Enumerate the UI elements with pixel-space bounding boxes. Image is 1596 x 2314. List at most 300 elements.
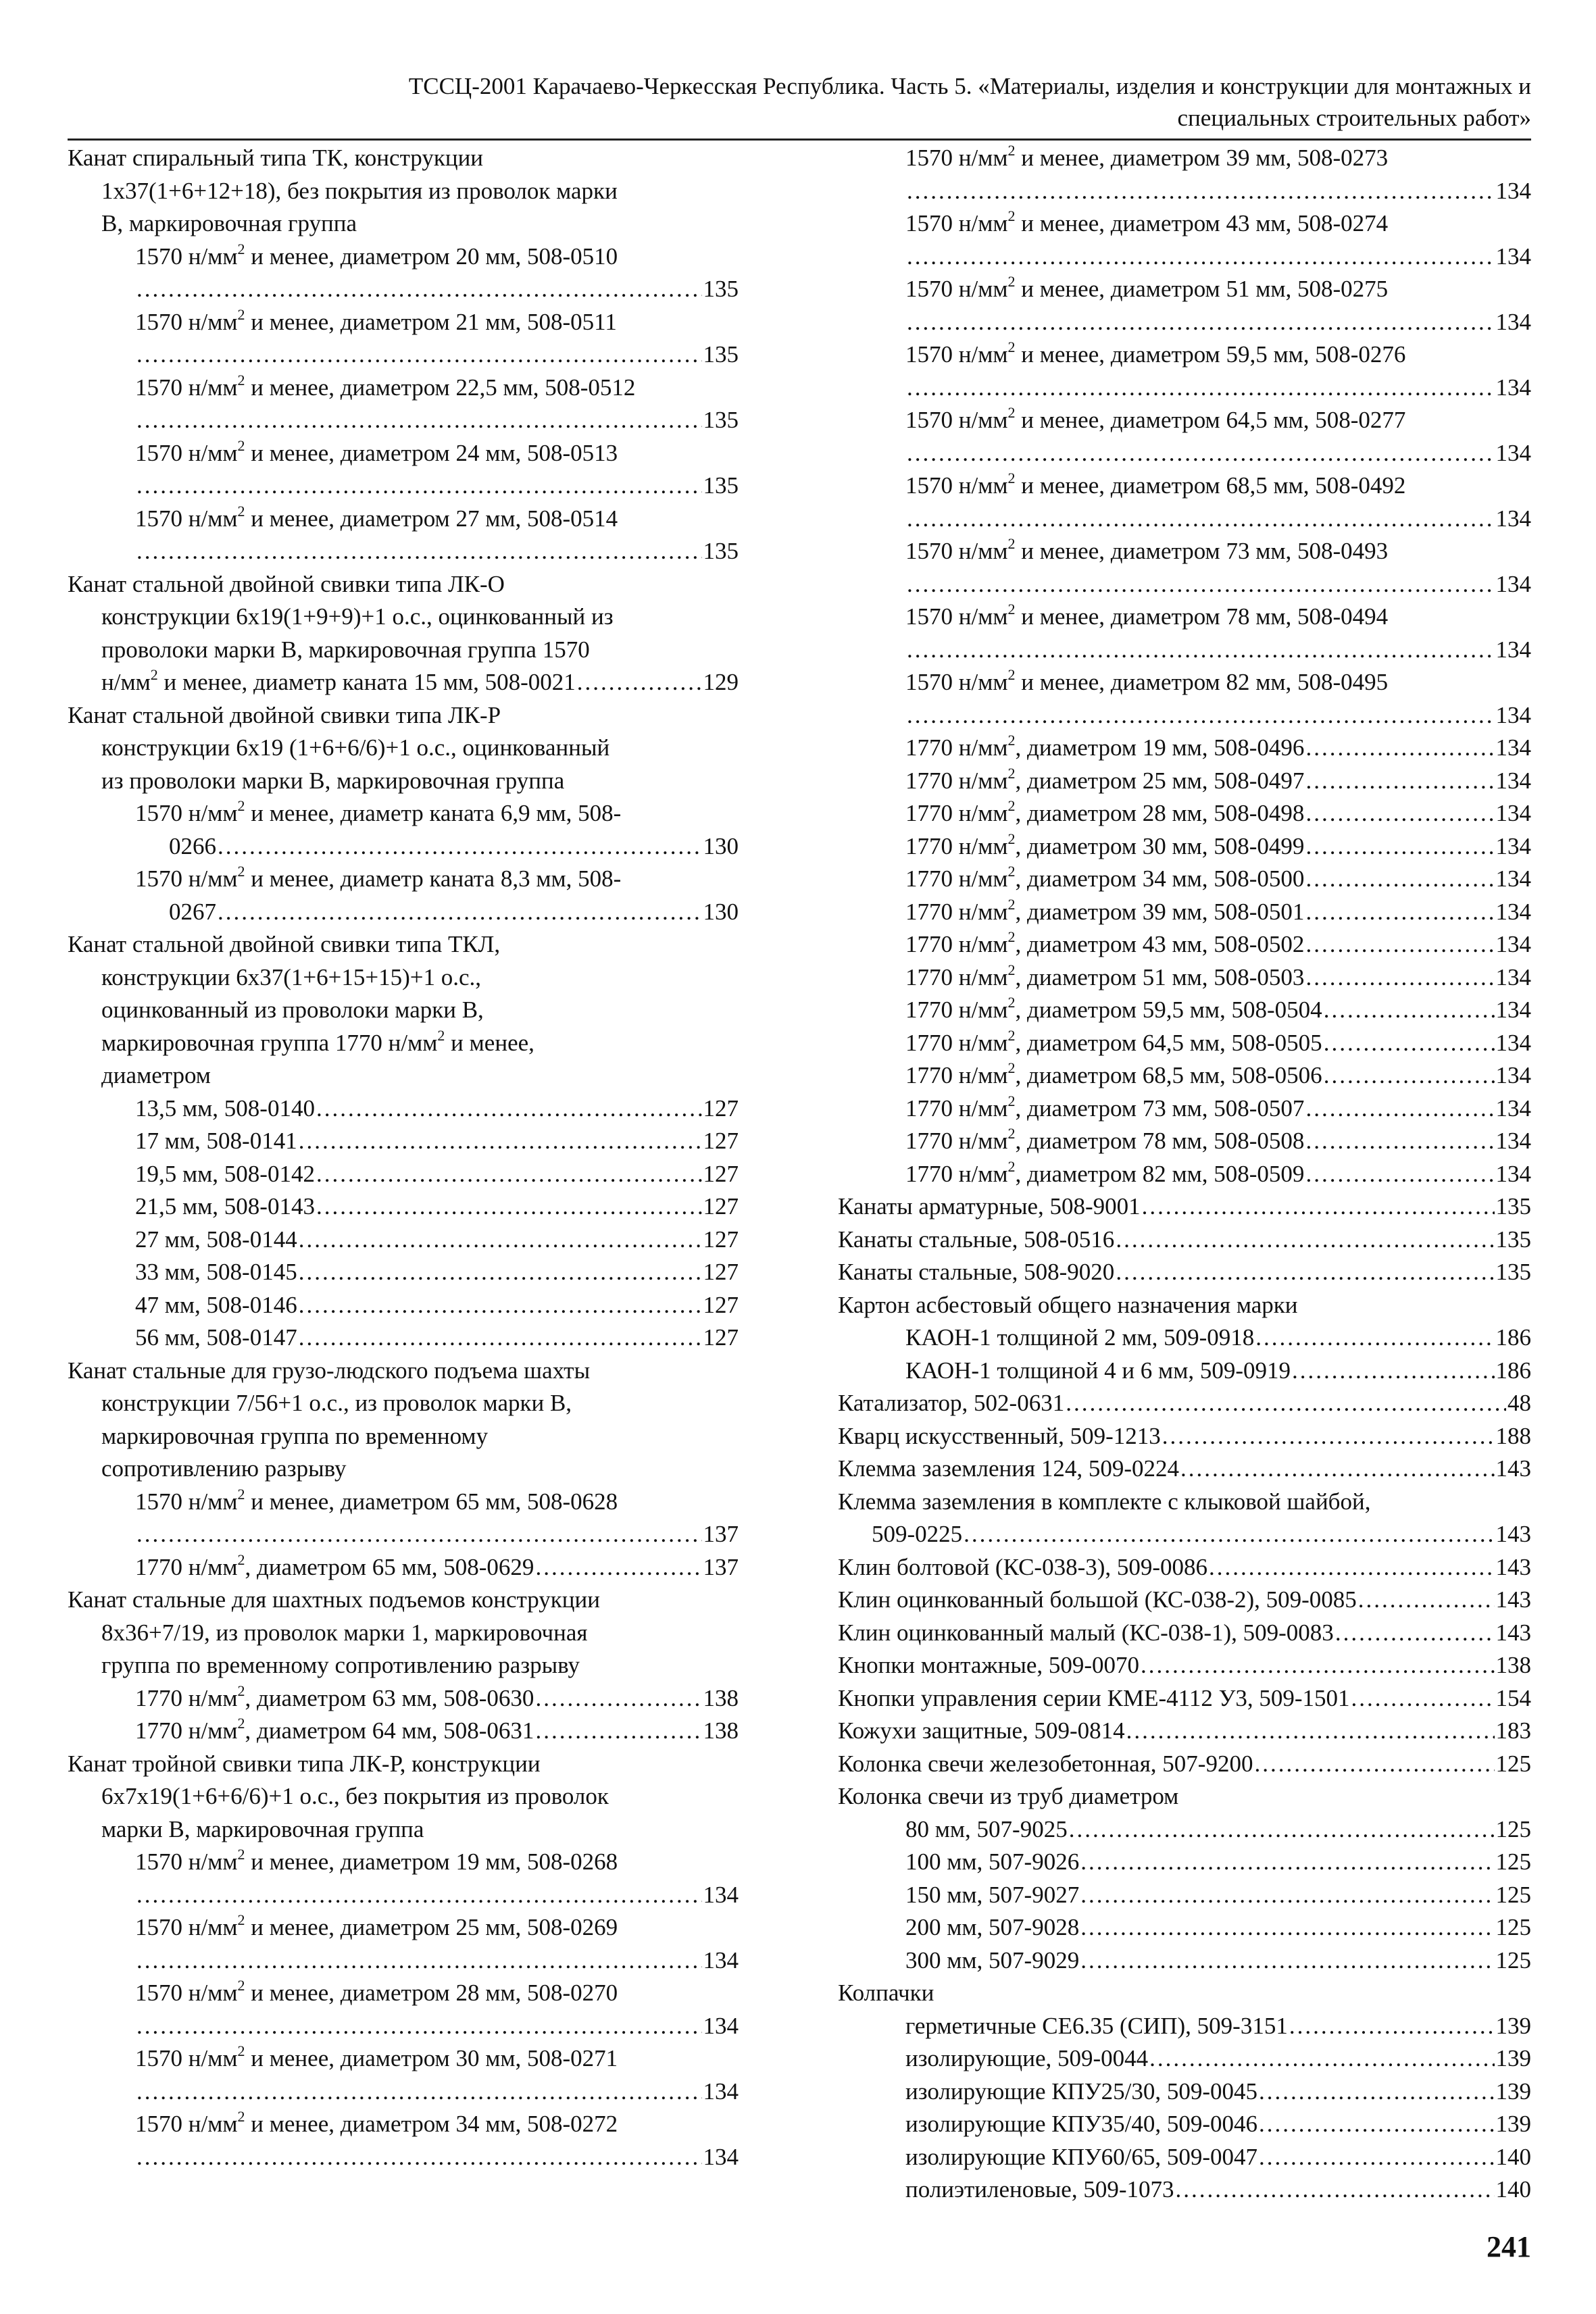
index-line (68, 1092, 739, 1126)
index-line (68, 1944, 739, 1978)
index-page-ref: 143 (1495, 1619, 1531, 1646)
dot-leader (1305, 797, 1494, 830)
index-page-ref: 134 (1495, 243, 1531, 270)
index-page-ref: 134 (1495, 374, 1531, 401)
index-line (68, 1682, 739, 1715)
index-entry-text: 80 мм, 507-9025 (905, 1815, 1068, 1842)
index-line (838, 666, 1531, 699)
index-page-ref: 137 (703, 1521, 739, 1547)
index-entry-text: 509-0225 (872, 1521, 963, 1547)
index-entry-text: Канаты арматурные, 508-9001 (838, 1193, 1141, 1219)
index-line (838, 1617, 1531, 1650)
index-page-ref: 134 (1495, 767, 1531, 794)
dot-leader (1255, 1322, 1494, 1355)
index-line (68, 535, 739, 568)
dot-leader (1259, 2108, 1494, 2141)
index-line (838, 535, 1531, 568)
index-entry-text: изолирующие КПУ60/65, 509-0047 (905, 2143, 1258, 2170)
index-entry-text: Кнопки управления серии КМЕ-4112 У3, 509-1501 (838, 1684, 1350, 1711)
index-line (68, 142, 739, 175)
index-page-ref: 134 (1495, 898, 1531, 925)
index-line (68, 1453, 739, 1486)
index-line (838, 241, 1531, 274)
index-page-ref: 186 (1495, 1357, 1531, 1384)
index-entry-text: 13,5 мм, 508-0140 (135, 1095, 315, 1122)
running-header-line-1: ТССЦ-2001 Карачаево-Черкесская Республика. Часть 5. «Материалы, изделия и конструкции для монтажных и (408, 73, 1531, 99)
index-page-ref: 134 (703, 2143, 739, 2170)
running-header (68, 70, 1531, 134)
dot-leader (136, 2010, 702, 2043)
index-line (838, 1158, 1531, 1191)
index-entry-text: 1570 $н/мм^2$ и менее, диаметром 27 мм, 508-0514 (135, 502, 618, 532)
index-line (838, 372, 1531, 405)
index-page-ref: 127 (703, 1128, 739, 1154)
index-entry-text: 1570 $н/мм^2$ и менее, диаметром 28 мм, 508-0270 (135, 1977, 618, 2006)
index-entry-text: 1770 $н/мм^2$, диаметром 43 мм, 508-0502 (905, 928, 1305, 957)
dot-leader (136, 404, 702, 437)
index-line (838, 2173, 1531, 2207)
index-page-ref: 134 (703, 2078, 739, 2105)
index-line (838, 2076, 1531, 2109)
index-line (68, 1158, 739, 1191)
index-line (68, 1355, 739, 1388)
index-line (838, 568, 1531, 601)
dot-leader (1305, 863, 1494, 896)
index-page-ref: 134 (1495, 439, 1531, 466)
index-page-ref: 139 (1495, 2111, 1531, 2137)
index-entry-text: Канат стальной двойной свивки типа ЛК-Р (68, 701, 501, 728)
index-line (838, 1387, 1531, 1420)
index-line (68, 1617, 739, 1650)
dot-leader (1180, 1453, 1494, 1486)
dot-leader (136, 470, 702, 503)
index-entry-text: Картон асбестовый общего назначения марки (838, 1291, 1298, 1318)
index-line (838, 404, 1531, 437)
index-entry-text: Канат стальной двойной свивки типа ЛК-О (68, 570, 505, 597)
index-entry-text: конструкции 6х19(1+9+9)+1 о.с., оцинкованный из (101, 603, 614, 630)
index-line (68, 404, 739, 437)
index-page-ref: 134 (1495, 1128, 1531, 1154)
index-line (68, 273, 739, 306)
index-line (68, 1486, 739, 1519)
index-entry-text: 100 мм, 507-9026 (905, 1848, 1080, 1875)
index-line (68, 961, 739, 995)
index-entry-text: 1570 $н/мм^2$ и менее, диаметром 19 мм, 508-0268 (135, 1846, 618, 1875)
index-column-left (68, 142, 739, 2173)
index-page-ref: 125 (1495, 1750, 1531, 1777)
index-entry-text: 1770 $н/мм^2$, диаметром 51 мм, 508-0503 (905, 961, 1305, 990)
index-line (68, 1911, 739, 1944)
index-line (68, 2108, 739, 2141)
index-page-ref: 134 (1495, 800, 1531, 826)
dot-leader (907, 503, 1495, 536)
index-line (68, 666, 739, 699)
index-line (68, 1224, 739, 1257)
dot-leader (1358, 1584, 1495, 1617)
dot-leader (1305, 928, 1494, 961)
index-entry-text: 21,5 мм, 508-0143 (135, 1193, 315, 1219)
index-entry-text: 1570 $н/мм^2$ и менее, диаметром 78 мм, 508-0494 (905, 601, 1389, 630)
index-line (838, 1486, 1531, 1519)
dot-leader (1116, 1256, 1494, 1289)
index-line (838, 1027, 1531, 1060)
index-entry-text: Канат спиральный типа ТК, конструкции (68, 145, 484, 171)
index-line (838, 2042, 1531, 2076)
dot-leader (1149, 2042, 1494, 2076)
index-entry-text: 1570 $н/мм^2$ и менее, диаметром 51 мм, 508-0275 (905, 273, 1389, 302)
index-page-ref: 129 (703, 669, 739, 695)
index-line (68, 2010, 739, 2043)
index-entry-text: диаметром (101, 1062, 211, 1088)
dot-leader (907, 634, 1495, 667)
index-entry-text: 1770 $н/мм^2$, диаметром 63 мм, 508-0630 (135, 1682, 534, 1711)
dot-leader (1080, 1846, 1494, 1879)
dot-leader (299, 1224, 702, 1257)
dot-leader (299, 1125, 702, 1158)
dot-leader (136, 338, 702, 372)
index-entry-text: 1570 $н/мм^2$ и менее, диаметром 21 мм, 508-0511 (135, 305, 617, 335)
index-line (838, 1584, 1531, 1617)
dot-leader (535, 1682, 701, 1715)
dot-leader (299, 1256, 702, 1289)
index-page-ref: 134 (1495, 570, 1531, 597)
index-page-ref: 135 (1495, 1259, 1531, 1285)
dot-leader (1080, 1879, 1494, 1912)
index-entry-text: 1570 $н/мм^2$ и менее, диаметр каната 6,9 мм, 508- (135, 797, 622, 826)
index-page-ref: 125 (1495, 1848, 1531, 1875)
index-line (838, 1289, 1531, 1322)
dot-leader (136, 1518, 702, 1551)
dot-leader (1305, 1125, 1494, 1158)
index-page-ref: 135 (703, 538, 739, 564)
dot-leader (1305, 1092, 1494, 1126)
index-entry-text: герметичные СЕ6.35 (СИП), 509-3151 (905, 2012, 1288, 2039)
index-line (838, 142, 1531, 175)
index-entry-text: Кнопки монтажные, 509-0070 (838, 1652, 1140, 1678)
index-line (68, 863, 739, 896)
index-entry-text: 1770 $н/мм^2$, диаметром 65 мм, 508-0629 (135, 1551, 534, 1580)
index-line (838, 1224, 1531, 1257)
dot-leader (1066, 1387, 1506, 1420)
index-page-ref: 138 (703, 1717, 739, 1744)
index-line (838, 830, 1531, 863)
index-line (838, 1256, 1531, 1289)
index-line (838, 1551, 1531, 1584)
index-line (68, 994, 739, 1027)
index-line (838, 2010, 1531, 2043)
dot-leader (1080, 1944, 1494, 1978)
dot-leader (1305, 1158, 1494, 1191)
index-line (68, 437, 739, 470)
index-entry-text: 1570 $н/мм^2$ и менее, диаметром 39 мм, 508-0273 (905, 142, 1389, 171)
index-line (838, 928, 1531, 961)
index-page-ref: 134 (1495, 701, 1531, 728)
index-page-ref: 134 (1495, 997, 1531, 1023)
index-line (838, 1059, 1531, 1092)
index-entry-text: 150 мм, 507-9027 (905, 1881, 1080, 1908)
index-line (838, 1649, 1531, 1682)
index-line (68, 1289, 739, 1322)
dot-leader (907, 568, 1495, 601)
index-line (838, 1453, 1531, 1486)
index-page-ref: 138 (1495, 1652, 1531, 1678)
header-divider (68, 139, 1531, 141)
dot-leader (136, 1944, 702, 1978)
index-entry-text: изолирующие КПУ25/30, 509-0045 (905, 2078, 1258, 2105)
index-line (838, 1748, 1531, 1781)
index-page-ref: 134 (1495, 177, 1531, 204)
index-line (68, 1813, 739, 1846)
dot-leader (136, 2076, 702, 2109)
dot-leader (1289, 2010, 1495, 2043)
index-page-ref: 135 (1495, 1193, 1531, 1219)
index-entry-text: 19,5 мм, 508-0142 (135, 1160, 315, 1187)
index-line (68, 1387, 739, 1420)
index-line (838, 994, 1531, 1027)
dot-leader (316, 1190, 702, 1224)
dot-leader (535, 1715, 701, 1748)
index-line (68, 928, 739, 961)
index-line (68, 306, 739, 339)
index-entry-text: 1770 $н/мм^2$, диаметром 64,5 мм, 508-0505 (905, 1026, 1322, 1056)
index-page-ref: 139 (1495, 2078, 1531, 2105)
index-page-ref: 188 (1495, 1422, 1531, 1449)
index-page-ref: 134 (1495, 308, 1531, 335)
index-line (838, 175, 1531, 208)
dot-leader (1175, 2173, 1494, 2207)
index-page-ref: 134 (1495, 1160, 1531, 1187)
dot-leader (136, 1879, 702, 1912)
index-entry-text: 1770 $н/мм^2$, диаметром 39 мм, 508-0501 (905, 895, 1305, 925)
index-page-ref: 125 (1495, 1914, 1531, 1940)
index-entry-text: Канат стальные для шахтных подъемов конструкции (68, 1586, 600, 1613)
dot-leader (1080, 1911, 1494, 1944)
index-line (838, 1715, 1531, 1748)
index-page-ref: 134 (1495, 1095, 1531, 1122)
index-line (838, 503, 1531, 536)
index-page-ref: 134 (1495, 931, 1531, 957)
index-line (838, 1813, 1531, 1846)
index-entry-text: изолирующие, 509-0044 (905, 2045, 1149, 2071)
index-line (838, 2141, 1531, 2174)
index-entry-text: Катализатор, 502-0631 (838, 1390, 1065, 1416)
index-entry-text: 1570 $н/мм^2$ и менее, диаметром 22,5 мм, 508-0512 (135, 371, 636, 401)
index-page-ref: 143 (1495, 1455, 1531, 1482)
index-line (68, 830, 739, 863)
index-line (838, 338, 1531, 372)
index-page-ref: 127 (703, 1193, 739, 1219)
dot-leader (1209, 1551, 1494, 1584)
index-entry-text: Канаты стальные, 508-9020 (838, 1259, 1115, 1285)
index-line (68, 732, 739, 765)
index-entry-text: Канаты стальные, 508-0516 (838, 1226, 1115, 1253)
index-page-ref: 134 (1495, 865, 1531, 892)
index-page-ref: 134 (703, 1946, 739, 1973)
index-line (68, 797, 739, 830)
dot-leader (1305, 732, 1494, 765)
index-page-ref: 130 (703, 898, 739, 925)
page-number: 241 (1487, 2230, 1531, 2263)
index-entry-text: 1570 $н/мм^2$ и менее, диаметром 24 мм, 508-0513 (135, 436, 618, 466)
index-entry-text: Клин оцинкованный малый (КС-038-1), 509-0083 (838, 1619, 1334, 1646)
dot-leader (907, 437, 1495, 470)
index-entry-text: 17 мм, 508-0141 (135, 1128, 297, 1154)
dot-leader (1305, 830, 1494, 863)
index-entry-text: 1570 $н/мм^2$ и менее, диаметром 82 мм, 508-0495 (905, 666, 1389, 695)
dot-leader (1305, 896, 1494, 929)
index-page-ref: 135 (703, 407, 739, 433)
dot-leader (1126, 1715, 1495, 1748)
index-page-ref: 134 (703, 1881, 739, 1908)
index-page-ref: 130 (703, 832, 739, 859)
index-line (838, 1420, 1531, 1453)
index-line (838, 1125, 1531, 1158)
index-entry-text: 1570 $н/мм^2$ и менее, диаметром 59,5 мм, 508-0276 (905, 338, 1406, 368)
dot-leader (1259, 2076, 1494, 2109)
dot-leader (1324, 1059, 1495, 1092)
index-page-ref: 134 (1495, 963, 1531, 990)
index-page-ref: 143 (1495, 1521, 1531, 1547)
index-entry-text: 56 мм, 508-0147 (135, 1324, 297, 1351)
index-page-ref: 135 (703, 472, 739, 499)
index-page-ref: 125 (1495, 1815, 1531, 1842)
index-entry-text: 1770 $н/мм^2$, диаметром 82 мм, 508-0509 (905, 1157, 1305, 1187)
index-entry-text: 1570 $н/мм^2$ и менее, диаметром 64,5 мм, 508-0277 (905, 404, 1406, 433)
index-line (68, 601, 739, 634)
dot-leader (299, 1322, 702, 1355)
dot-leader (136, 535, 702, 568)
index-entry-text: 1770 $н/мм^2$, диаметром 64 мм, 508-0631 (135, 1715, 534, 1744)
index-page-ref: 137 (703, 1553, 739, 1580)
index-line (68, 1551, 739, 1584)
index-entry-text: 1570 $н/мм^2$ и менее, диаметром 73 мм, 508-0493 (905, 535, 1389, 564)
index-line (68, 2141, 739, 2174)
index-line (68, 568, 739, 601)
index-entry-text: Кожухи защитные, 509-0814 (838, 1717, 1125, 1744)
index-page-ref: 139 (1495, 2045, 1531, 2071)
index-entry-text: группа по временному сопротивлению разрыву (101, 1652, 580, 1678)
dot-leader (1069, 1813, 1495, 1846)
dot-leader (218, 830, 702, 863)
index-page-ref: 154 (1495, 1684, 1531, 1711)
index-entry-text: сопротивлению разрыву (101, 1455, 347, 1482)
index-line (838, 732, 1531, 765)
index-line (838, 1092, 1531, 1126)
index-line (838, 797, 1531, 830)
index-entry-text: КАОН-1 толщиной 4 и 6 мм, 509-0919 (905, 1357, 1291, 1384)
index-entry-text: Канат стальной двойной свивки типа ТКЛ, (68, 931, 501, 957)
index-line (68, 470, 739, 503)
index-line (838, 634, 1531, 667)
index-entry-text: 1570 $н/мм^2$ и менее, диаметром 43 мм, 508-0274 (905, 207, 1389, 236)
index-line (838, 961, 1531, 995)
index-entry-text: 1570 $н/мм^2$ и менее, диаметр каната 8,3 мм, 508- (135, 863, 622, 892)
index-line (838, 207, 1531, 241)
index-page-ref: 135 (1495, 1226, 1531, 1253)
index-line (838, 1944, 1531, 1978)
index-page-ref: 125 (1495, 1946, 1531, 1973)
dot-leader (964, 1518, 1494, 1551)
index-line (68, 1584, 739, 1617)
index-line (838, 306, 1531, 339)
index-entry-text: 1х37(1+6+12+18), без покрытия из проволок марки (101, 177, 618, 204)
index-line (68, 1879, 739, 1912)
index-entry-text: 1770 $н/мм^2$, диаметром 19 мм, 508-0496 (905, 732, 1305, 761)
index-line (838, 601, 1531, 634)
index-line (838, 1977, 1531, 2010)
index-entry-text: Колонка свечи из труб диаметром (838, 1783, 1179, 1809)
index-line (68, 699, 739, 732)
index-line (838, 1879, 1531, 1912)
index-entry-text: 33 мм, 508-0145 (135, 1259, 297, 1285)
index-line (68, 207, 739, 241)
index-line (838, 437, 1531, 470)
index-entry-text: 27 мм, 508-0144 (135, 1226, 297, 1253)
index-entry-text: 8х36+7/19, из проволок марки 1, маркировочная (101, 1619, 588, 1646)
dot-leader (1116, 1224, 1494, 1257)
dot-leader (535, 1551, 701, 1584)
index-entry-text: 1570 $н/мм^2$ и менее, диаметром 68,5 мм, 508-0492 (905, 470, 1406, 499)
index-page-ref: 134 (1495, 505, 1531, 532)
index-page-ref: 143 (1495, 1553, 1531, 1580)
index-line (68, 503, 739, 536)
index-page-ref: 127 (703, 1324, 739, 1351)
index-line (68, 1846, 739, 1879)
index-line (838, 1780, 1531, 1813)
index-entry-text: конструкции 6х37(1+6+15+15)+1 о.с., (101, 963, 481, 990)
dot-leader (907, 306, 1495, 339)
index-entry-text: 47 мм, 508-0146 (135, 1291, 297, 1318)
index-line (838, 863, 1531, 896)
index-page-ref: 135 (703, 341, 739, 368)
index-entry-text: 1770 $н/мм^2$, диаметром 78 мм, 508-0508 (905, 1125, 1305, 1154)
index-page-ref: 134 (1495, 1062, 1531, 1088)
index-line (68, 175, 739, 208)
index-entry-text: Колпачки (838, 1980, 934, 2006)
index-line (838, 1682, 1531, 1715)
index-entry-text: изолирующие КПУ35/40, 509-0046 (905, 2111, 1258, 2137)
index-line (68, 1748, 739, 1781)
dot-leader (316, 1092, 702, 1126)
index-page-ref: 125 (1495, 1881, 1531, 1908)
index-entry-text: маркировочная группа по временному (101, 1422, 489, 1449)
index-entry-text: 1570 $н/мм^2$ и менее, диаметром 34 мм, 508-0272 (135, 2108, 618, 2137)
dot-leader (136, 2141, 702, 2174)
index-line (68, 338, 739, 372)
index-line (838, 699, 1531, 732)
index-entry-text: 1570 $н/мм^2$ и менее, диаметром 20 мм, 508-0510 (135, 240, 618, 270)
index-line (838, 1518, 1531, 1551)
dot-leader (907, 241, 1495, 274)
dot-leader (1254, 1748, 1494, 1781)
index-entry-text: Кварц искусственный, 509-1213 (838, 1422, 1161, 1449)
index-page-ref: 186 (1495, 1324, 1531, 1351)
index-entry-text: конструкции 6х19 (1+6+6/6)+1 о.с., оцинкованный (101, 734, 610, 761)
index-line (838, 470, 1531, 503)
index-entry-text: 1770 $н/мм^2$, диаметром 68,5 мм, 508-0506 (905, 1059, 1322, 1088)
index-entry-text: 6х7х19(1+6+6/6)+1 о.с., без покрытия из проволок (101, 1783, 609, 1809)
index-line (838, 1355, 1531, 1388)
index-page-ref: 127 (703, 1095, 739, 1122)
index-line (838, 1846, 1531, 1879)
index-line (68, 1125, 739, 1158)
index-line (838, 2108, 1531, 2141)
index-line (68, 1977, 739, 2010)
index-page-ref: 127 (703, 1160, 739, 1187)
dot-leader (907, 699, 1495, 732)
dot-leader (316, 1158, 702, 1191)
index-page-ref: 127 (703, 1226, 739, 1253)
